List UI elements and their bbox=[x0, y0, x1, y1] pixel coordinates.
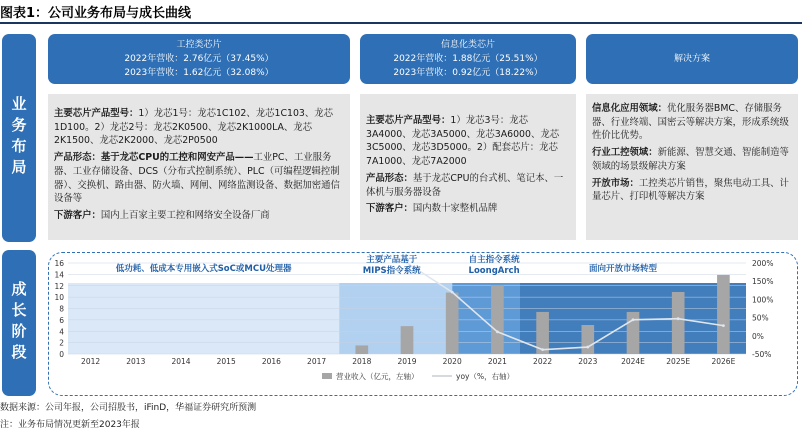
yoy-point bbox=[677, 317, 680, 320]
revenue-bar bbox=[717, 275, 730, 354]
header-industrial-2022: 2022年营收：2.76亿元（37.45%） bbox=[124, 54, 274, 64]
x-tick: 2023 bbox=[578, 357, 598, 366]
header-industrial-title: 工控类芯片 bbox=[176, 40, 222, 50]
y-left-tick: 12 bbox=[54, 281, 64, 291]
revenue-bar bbox=[446, 293, 459, 354]
y-right-tick: 200% bbox=[752, 259, 774, 268]
x-tick: 2024E bbox=[621, 357, 645, 366]
y-left-tick: 14 bbox=[54, 270, 64, 280]
x-tick: 2018 bbox=[352, 357, 372, 366]
side-label-layout: 业务布局 bbox=[2, 34, 36, 242]
side-label-growth: 成长阶段 bbox=[2, 250, 36, 396]
x-tick: 2017 bbox=[307, 357, 327, 366]
phase-label-open-market: 面向开放市场转型 bbox=[588, 264, 658, 274]
phase-label-mips-1: 主要产品基于 bbox=[366, 255, 418, 265]
phase-band-0 bbox=[68, 283, 339, 354]
y-left-tick: 4 bbox=[59, 327, 64, 337]
y-left-tick: 6 bbox=[59, 315, 64, 325]
y-right-tick: 150% bbox=[752, 277, 774, 287]
yoy-point bbox=[586, 346, 589, 349]
y-right-tick: 0% bbox=[752, 331, 764, 341]
x-tick: 2019 bbox=[397, 357, 417, 366]
phase-band-2 bbox=[452, 283, 520, 354]
header-info-2022: 2022年营收：1.88亿元（25.51%） bbox=[393, 54, 543, 64]
industrial-form: 产品形态：基于龙芯CPU的工控和网安产品——工业PC、工业服务器、工业存储设备、DCS（分布式控制系统）、PLC（可编程逻辑控制器）、交换机、路由器、防火墙、网闸、网络监测设备、数据加密通信设备等 bbox=[54, 152, 340, 205]
industrial-customers: 下游客户：国内上百家主要工控和网络安全设备厂商 bbox=[54, 209, 270, 221]
header-solutions-title: 解决方案 bbox=[673, 54, 710, 64]
x-tick: 2015 bbox=[216, 357, 236, 366]
yoy-point bbox=[496, 330, 499, 333]
footnote-note: 注：业务布局情况更新至2023年报 bbox=[0, 420, 140, 430]
y-left-tick: 2 bbox=[59, 338, 64, 348]
y-left-tick: 16 bbox=[54, 259, 64, 268]
phase-band-1 bbox=[339, 283, 452, 354]
phase-label-loongarch-2: LoongArch bbox=[468, 266, 520, 276]
x-tick: 2021 bbox=[487, 357, 507, 366]
x-tick: 2013 bbox=[126, 357, 146, 366]
legend-bar-label: 营业收入（亿元，左轴） bbox=[336, 372, 419, 381]
phase-label-embedded: 低功耗、低成本专用嵌入式SoC或MCU处理器 bbox=[115, 264, 292, 274]
solutions-app: 信息化应用领域：优化服务器BMC、存储服务器、行业终端、国密云等解决方案，形成系统级性价比优势。 bbox=[592, 103, 789, 142]
header-info-2023: 2023年营收：0.92亿元（18.22%） bbox=[393, 68, 543, 78]
x-tick: 2022 bbox=[533, 357, 553, 366]
header-info-title: 信息化类芯片 bbox=[440, 40, 495, 50]
info-customers: 下游客户：国内数十家整机品牌 bbox=[366, 203, 498, 215]
info-products: 主要芯片产品型号：1）龙芯3号：龙芯3A4000、龙芯3A5000、龙芯3A6000、龙芯3C5000、龙芯3D5000。2）配套芯片：龙芯7A1000、龙芯7A2000 bbox=[366, 115, 560, 168]
x-tick: 2020 bbox=[442, 357, 462, 366]
footnote-source: 数据来源：公司年报，公司招股书，iFinD，华福证券研究所预测 bbox=[0, 403, 257, 413]
y-left-tick: 0 bbox=[59, 350, 64, 359]
info-form: 产品形态：基于龙芯CPU的台式机、笔记本、一体机与服务器设备 bbox=[366, 172, 564, 198]
solutions-open: 开放市场：工控类芯片销售，聚焦电动工具、计量芯片、打印机等解决方案 bbox=[592, 177, 789, 203]
legend-line-label: yoy（%，右轴） bbox=[456, 372, 515, 381]
header-industrial-2023: 2023年营收：1.62亿元（32.08%） bbox=[124, 68, 274, 78]
yoy-point bbox=[632, 318, 635, 321]
x-tick: 2012 bbox=[81, 357, 101, 366]
revenue-bar bbox=[355, 345, 368, 354]
y-right-tick: -50% bbox=[752, 350, 772, 359]
revenue-bar bbox=[401, 326, 414, 354]
revenue-bar bbox=[581, 325, 594, 354]
y-right-tick: 100% bbox=[752, 295, 774, 305]
legend-bar-swatch bbox=[322, 373, 332, 379]
x-tick: 2026E bbox=[711, 357, 736, 366]
x-tick: 2014 bbox=[171, 357, 191, 366]
y-right-tick: 50% bbox=[752, 313, 769, 323]
y-left-tick: 8 bbox=[59, 304, 64, 314]
phase-label-mips-2: MIPS指令系统 bbox=[362, 266, 421, 276]
x-tick: 2025E bbox=[666, 357, 691, 366]
revenue-bar bbox=[627, 312, 640, 354]
y-left-tick: 10 bbox=[54, 293, 64, 303]
figure-title: 图表1：公司业务布局与成长曲线 bbox=[0, 6, 192, 21]
x-tick: 2016 bbox=[261, 357, 281, 366]
phase-label-loongarch-1: 自主指令系统 bbox=[468, 255, 520, 265]
yoy-point bbox=[541, 348, 544, 351]
yoy-point bbox=[451, 291, 454, 294]
yoy-point bbox=[722, 324, 725, 327]
revenue-bar bbox=[491, 286, 504, 354]
solutions-industry: 行业工控领域：新能源、智慧交通、智能制造等领域的场景级解决方案 bbox=[592, 147, 789, 172]
industrial-products: 主要芯片产品型号：1）龙芯1号：龙芯1C102、龙芯1C103、龙芯1D100。2）龙芯2号：龙芯2K0500、龙芯2K1000LA、龙芯2K1500、龙芯2K2000、龙芯2P0500 bbox=[54, 108, 334, 147]
revenue-bar bbox=[672, 292, 685, 354]
